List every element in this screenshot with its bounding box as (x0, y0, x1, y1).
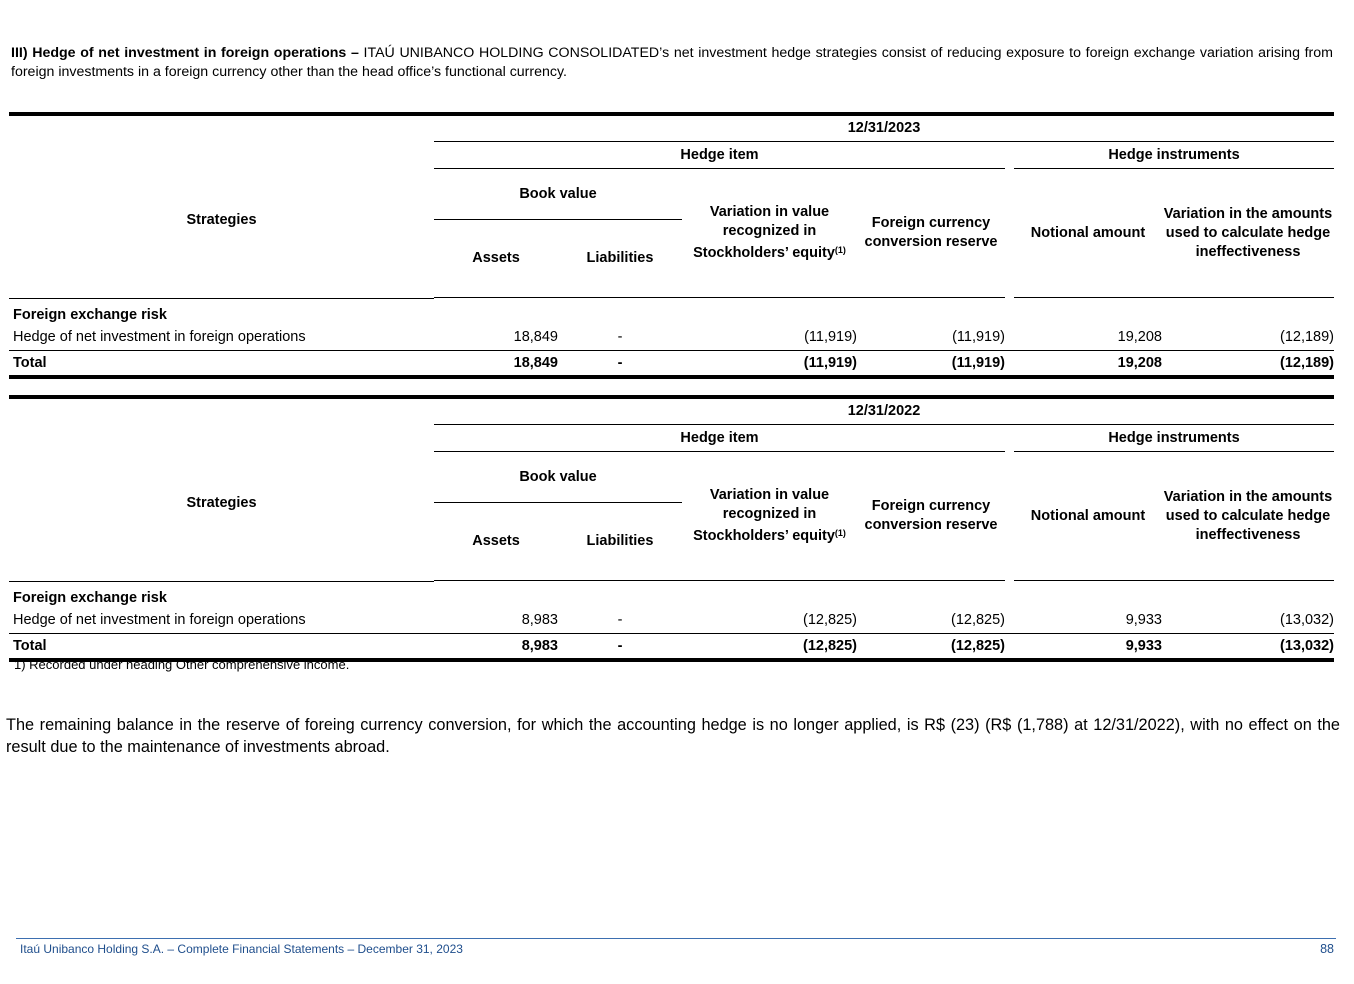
liabilities-header: Liabilities (558, 220, 682, 298)
strategies-header: Strategies (186, 494, 257, 511)
section-label: Foreign exchange risk (9, 581, 434, 606)
total-liabilities: - (558, 350, 682, 379)
intro-paragraph (11, 44, 1333, 82)
intro-text: ITAÚ UNIBANCO HOLDING CONSOLIDATED’s net investment hedge strategies consist of reducing exposure to foreign exchange variation arising from foreign investments in a foreign currency other than the head office’s functional currency. (11, 45, 1333, 80)
total-ineffectiveness: (13,032) (1162, 633, 1334, 662)
variation-value-label: Variation in value recognized in Stockholders’ equity (693, 487, 835, 544)
row-notional: 9,933 (1125, 611, 1162, 628)
row-notional: 19,208 (1117, 328, 1162, 345)
total-assets: 8,983 (434, 633, 558, 662)
footnote-marker: (1) (834, 528, 846, 538)
table-row (9, 606, 1334, 633)
fx-reserve-header: Foreign currency conversion reserve (857, 169, 1005, 298)
section-label: Foreign exchange risk (9, 298, 434, 323)
total-reserve: (11,919) (857, 350, 1005, 379)
footer-title: Itaú Unibanco Holding S.A. – Complete Financial Statements – December 31, 2023 (20, 942, 463, 956)
row-ineffectiveness: (13,032) (1279, 611, 1334, 628)
strategies-header: Strategies (186, 211, 257, 228)
total-ineffectiveness: (12,189) (1162, 350, 1334, 379)
total-row (9, 350, 1334, 379)
ineffectiveness-header: Variation in the amounts used to calculate hedge ineffectiveness (1162, 452, 1334, 581)
total-reserve: (12,825) (857, 633, 1005, 662)
assets-header: Assets (434, 220, 558, 298)
liabilities-header: Liabilities (558, 503, 682, 581)
intro-heading: III) Hedge of net investment in foreign operations – (11, 45, 359, 61)
total-notional: 9,933 (1014, 633, 1162, 662)
variation-value-header (682, 452, 857, 581)
row-assets: 8,983 (521, 611, 558, 628)
footnote: 1) Recorded under heading Other comprehensive income. (14, 657, 350, 672)
row-reserve: (12,825) (950, 611, 1005, 628)
page-number: 88 (1320, 942, 1334, 956)
notional-header: Notional amount (1014, 452, 1162, 581)
hedge-table-2022 (9, 395, 1334, 662)
book-value-header: Book value (434, 452, 682, 503)
total-assets: 18,849 (434, 350, 558, 379)
hedge-instruments-header: Hedge instruments (1014, 425, 1334, 452)
total-notional: 19,208 (1014, 350, 1162, 379)
table-row (9, 323, 1334, 350)
fx-reserve-header: Foreign currency conversion reserve (857, 452, 1005, 581)
footnote-marker: (1) (834, 245, 846, 255)
row-liabilities: - (617, 611, 623, 628)
hedge-item-header: Hedge item (434, 142, 1005, 169)
row-label: Hedge of net investment in foreign operations (13, 328, 306, 345)
total-liabilities: - (558, 633, 682, 662)
hedge-instruments-header: Hedge instruments (1014, 142, 1334, 169)
variation-value-header (682, 169, 857, 298)
table-date-header: 12/31/2022 (434, 399, 1334, 425)
ineffectiveness-header: Variation in the amounts used to calculate hedge ineffectiveness (1162, 169, 1334, 298)
total-variation: (11,919) (682, 350, 857, 379)
book-value-header: Book value (434, 169, 682, 220)
total-label: Total (9, 633, 434, 662)
total-label: Total (9, 350, 434, 379)
row-label: Hedge of net investment in foreign operations (13, 611, 306, 628)
row-variation: (12,825) (802, 611, 857, 628)
notional-header: Notional amount (1014, 169, 1162, 298)
row-assets: 18,849 (513, 328, 558, 345)
row-variation: (11,919) (804, 328, 857, 345)
table-date-header: 12/31/2023 (434, 116, 1334, 142)
row-liabilities: - (617, 328, 623, 345)
assets-header: Assets (434, 503, 558, 581)
variation-value-label: Variation in value recognized in Stockholders’ equity (693, 204, 835, 261)
row-ineffectiveness: (12,189) (1279, 328, 1334, 345)
hedge-table-2023 (9, 112, 1334, 379)
row-reserve: (11,919) (952, 328, 1005, 345)
total-variation: (12,825) (682, 633, 857, 662)
remaining-balance-paragraph: The remaining balance in the reserve of foreing currency conversion, for which the accounting hedge is no longer applied, is R$ (23) (R$ (1,788) at 12/31/2022), with no effect on the result due to the maintenance of investments abroad. (6, 716, 1340, 756)
hedge-item-header: Hedge item (434, 425, 1005, 452)
footer-divider (16, 938, 1336, 939)
